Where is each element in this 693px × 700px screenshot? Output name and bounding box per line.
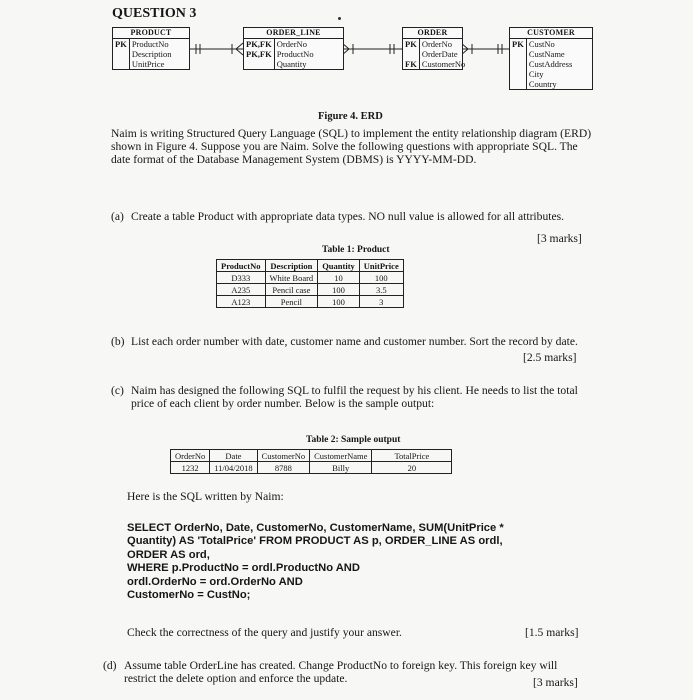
table-row (217, 272, 404, 284)
table1-cell: A235 (217, 284, 266, 296)
table2-cell: 1232 (171, 462, 210, 474)
table1 (216, 259, 404, 308)
table1-caption: Table 1: Product (322, 245, 390, 255)
sql-line: CustomerNo = CustNo; (127, 589, 251, 602)
key-column: PK (113, 39, 130, 69)
question-title: QUESTION 3 (112, 6, 197, 21)
attribute: CustAddress (528, 59, 573, 69)
question-d-marks: [3 marks] (533, 676, 578, 689)
table1-cell: A123 (217, 296, 266, 308)
sql-intro: Here is the SQL written by Naim: (127, 490, 284, 503)
question-b-marks: [2.5 marks] (523, 351, 577, 364)
table1-cell: Pencil case (265, 284, 318, 296)
question-a-text: Create a table Product with appropriate data types. NO null value is allowed for all attributes. (131, 210, 565, 223)
check-marks: [1.5 marks] (525, 626, 579, 639)
attribute: CustomerNo (421, 59, 466, 69)
entity-customer (509, 27, 593, 90)
sql-line: SELECT OrderNo, Date, CustomerNo, CustomerName, SUM(UnitPrice * (127, 522, 504, 534)
table-row (217, 296, 404, 308)
table1-cell: D333 (217, 272, 266, 284)
table2 (170, 449, 452, 474)
check-text: Check the correctness of the query and justify your answer. (127, 626, 402, 639)
entity-order-line (243, 27, 344, 70)
attribute: OrderDate (421, 49, 458, 59)
entity-product (112, 27, 190, 70)
question-b-text: List each order number with date, customer name and customer number. Sort the record by date. (131, 335, 578, 348)
question-c-text: Naim has designed the following SQL to fulfil the request by his client. He needs to list the total price of each client by order number. Below is the sample output: (131, 384, 578, 410)
table2-cell: 8788 (257, 462, 309, 474)
table1-header: Quantity (318, 260, 360, 272)
table2-caption: Table 2: Sample output (306, 435, 401, 445)
table2-cell: 11/04/2018 (210, 462, 257, 474)
sql-code-block (127, 522, 597, 602)
entity-name: ORDER_LINE (244, 28, 343, 39)
attribute: CustName (528, 49, 565, 59)
entity-name: CUSTOMER (510, 28, 592, 39)
table1-header: ProductNo (217, 260, 266, 272)
question-a-label: (a) (111, 210, 124, 223)
attribute: Country (528, 79, 557, 89)
sql-line: ORDER AS ord, (127, 548, 210, 561)
attribute: OrderNo (276, 39, 307, 49)
table1-cell: 100 (318, 296, 360, 308)
table-row (217, 284, 404, 296)
question-b-label: (b) (111, 335, 125, 348)
attribute: City (528, 69, 544, 79)
attribute: Description (131, 49, 172, 59)
question-c-label: (c) (111, 384, 124, 397)
table2-header: CustomerName (310, 450, 372, 462)
key-column: PK FK (403, 39, 420, 69)
sql-line: WHERE p.ProductNo = ordl.ProductNo AND (127, 562, 360, 575)
table1-header: UnitPrice (359, 260, 403, 272)
key-column: PK (510, 39, 527, 89)
table2-header: TotalPrice (372, 450, 452, 462)
attribute: CustNo (528, 39, 555, 49)
table2-cell: Billy (310, 462, 372, 474)
attribute: Quantity (276, 59, 307, 69)
question-a-marks: [3 marks] (537, 232, 582, 245)
table1-cell: 10 (318, 272, 360, 284)
attribute: ProductNo (131, 39, 169, 49)
entity-order (402, 27, 466, 70)
sql-line: ordl.OrderNo = ord.OrderNo AND (127, 575, 303, 588)
attribute: ProductNo (276, 49, 314, 59)
table2-header: OrderNo (171, 450, 210, 462)
table1-cell: 3.5 (359, 284, 403, 296)
table1-cell: 100 (359, 272, 403, 284)
question-d-label: (d) (103, 659, 117, 672)
table2-header: Date (210, 450, 257, 462)
table2-cell: 20 (372, 462, 452, 474)
figure-caption: Figure 4. ERD (318, 111, 383, 122)
sql-line: Quantity) AS 'TotalPrice' FROM PRODUCT AS p, ORDER_LINE AS ordl, (127, 535, 503, 548)
table1-cell: White Board (265, 272, 318, 284)
table1-cell: 3 (359, 296, 403, 308)
table1-header: Description (265, 260, 318, 272)
question-d-text: Assume table OrderLine has created. Change ProductNo to foreign key. This foreign key will restrict the delete option and enforce the update. (124, 659, 558, 685)
attribute: UnitPrice (131, 59, 165, 69)
entity-name: ORDER (403, 28, 462, 39)
entity-name: PRODUCT (113, 28, 189, 39)
table1-cell: Pencil (265, 296, 318, 308)
table2-header: CustomerNo (257, 450, 309, 462)
intro-paragraph: Naim is writing Structured Query Language (SQL) to implement the entity relationship diagram (ERD) shown in Figure 4. Suppose you are Naim. Solve the following questions with appropriate SQL. The date format of the Database Management System (DBMS) is YYYY-MM-DD. (111, 127, 592, 166)
attribute: OrderNo (421, 39, 453, 49)
table1-cell: 100 (318, 284, 360, 296)
table-row (171, 462, 452, 474)
key-column: PK,FK PK,FK (244, 39, 275, 69)
